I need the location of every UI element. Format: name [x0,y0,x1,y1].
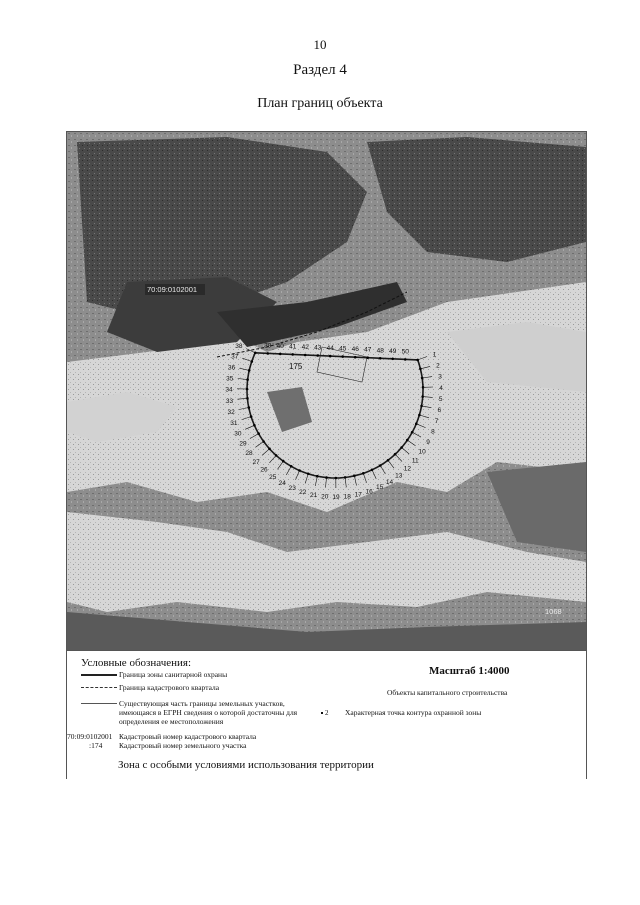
zone-point-label: 42 [301,344,309,351]
zone-point-label: 24 [278,479,286,487]
zone-point-label: 7 [434,418,439,426]
zone-point-marker [354,356,357,359]
zone-point-label: 12 [403,465,412,473]
zone-point-label: 40 [276,342,284,350]
zone-point-label: 16 [365,488,373,496]
zone-point-label: 23 [288,485,296,492]
zone-point-label: 18 [343,493,351,501]
zone-point-marker [391,358,394,361]
zone-point-marker [291,353,294,356]
zone-point-label: 5 [438,396,443,403]
zone-point-marker [341,355,344,358]
zone-point-label: 44 [326,345,334,353]
zone-point-label: 20 [321,493,329,501]
point-marker-icon [321,712,323,714]
legend-line-parcel [81,703,117,704]
legend-line-sanitary [81,674,117,676]
plan-title: План границ объекта [257,96,383,111]
zone-point-label: 43 [314,344,322,352]
zone-point-label: 10 [418,448,426,456]
scale-label: Масштаб 1:4000 [429,665,510,677]
zone-point-label: 4 [439,384,443,392]
zone-point-marker [266,352,269,355]
zone-point-label: 32 [227,409,235,417]
section-heading: Раздел 4 [293,62,347,78]
zone-point-label: 48 [376,347,384,355]
zone-point-marker [404,358,407,361]
zone-point-label: 27 [252,458,260,466]
zone-point-label: 11 [411,457,419,465]
zone-point-marker [379,357,382,360]
zone-point-label: 13 [395,472,403,480]
zone-point-label: 25 [269,473,277,481]
legend-line-quarter [81,687,117,688]
zone-point-label: 31 [230,420,238,427]
zone-point-label: 29 [239,440,247,448]
zone-point-marker [366,356,369,359]
legend-item-quarter: Граница кадастрового квартала [119,683,220,692]
page-number: 10 [313,37,327,52]
legend-item-point: Характерная точка контура охранной зоны [345,708,482,717]
quarter-label: 70:09:0102001 [147,285,198,294]
zone-point-label: 33 [225,398,234,405]
legend-symbol-parcel-number: :174 [89,741,103,750]
corner-label: 1068 [545,607,562,616]
zone-point-label: 37 [231,353,239,361]
legend-title: Условные обозначения: [81,657,192,669]
zone-point-label: 47 [364,346,372,354]
zone-point-label: 19 [332,494,340,501]
zone-title: Зона с особыми условиями использования территории [118,759,374,771]
zone-point-label: 38 [235,343,243,351]
zone-point-label: 26 [260,466,268,474]
zone-point-label: 6 [437,407,442,415]
zone-point-label: 9 [426,438,430,446]
zone-point-label: 49 [389,347,397,355]
zone-point-label: 50 [401,348,409,356]
legend-symbol-quarter-number: 70:09:0102001 [67,732,113,741]
zone-point-marker [329,355,332,358]
legend-item-parcel: Существующая часть границы земельных участков, имеющаяся в ЕГРН сведения о которой достаточны для определения ее местоположения [119,699,298,726]
zone-point-marker [316,354,319,357]
zone-point-marker [304,354,307,357]
zone-point-label: 36 [227,364,236,372]
zone-point-label: 3 [438,373,442,381]
zone-point-label: 1 [432,351,437,359]
zone-point-label: 34 [225,386,233,394]
zone-point-label: 22 [299,489,307,496]
legend [66,649,587,779]
zone-point-label: 35 [226,375,234,383]
zone-point-label: 15 [375,484,384,492]
parcel-label: 175 [289,362,303,371]
zone-point-label: 45 [339,345,347,353]
legend-point-symbol [321,709,329,717]
zone-point-label: 39 [264,342,272,350]
zone-point-label: 8 [431,428,435,436]
legend-item-capital-objects: Объекты капитального строительства [387,688,508,697]
legend-item-parcel-number: Кадастровый номер земельного участка [119,741,247,750]
zone-point-label: 41 [289,343,297,351]
zone-point-label: 2 [436,362,440,370]
legend-item-sanitary: Граница зоны санитарной охраны [119,670,228,679]
zone-point-label: 28 [245,450,253,457]
zone-point-label: 30 [234,430,242,438]
zone-point-label: 21 [309,491,318,499]
cadastral-map [66,131,587,651]
zone-point-marker [279,353,282,356]
legend-item-quarter-number: Кадастровый номер кадастрового квартала [119,732,257,741]
zone-point-marker [290,465,293,468]
zone-point-label: 17 [354,491,362,499]
zone-point-label: 46 [351,346,359,354]
legend-point-number: 2 [325,709,329,717]
zone-point-label: 14 [385,478,394,486]
map-image [67,132,586,650]
